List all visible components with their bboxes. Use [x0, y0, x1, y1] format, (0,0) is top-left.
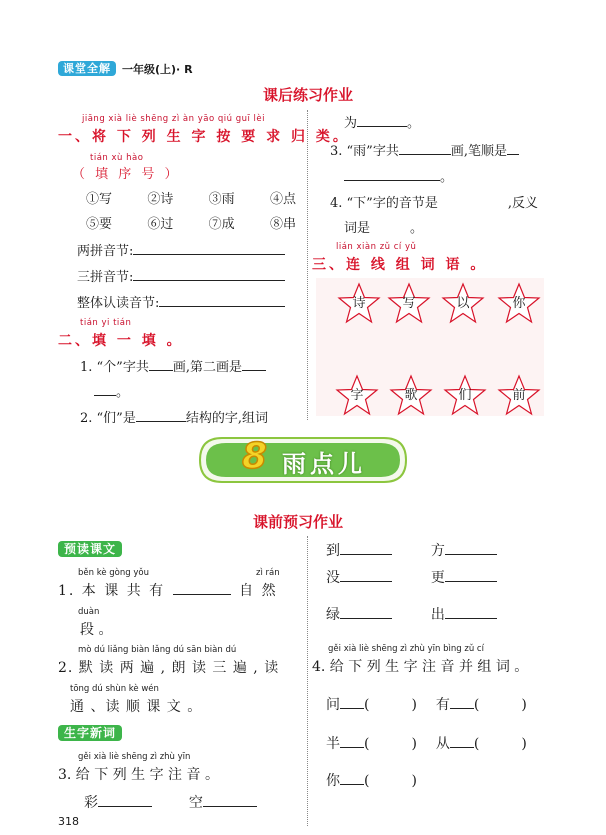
grade-label: 一年级(上)· R — [122, 63, 193, 76]
p1-pinyin-b: zì rán — [256, 568, 280, 578]
q1-category-whole: 整体认读音节: — [77, 292, 285, 311]
q2-item3-cont: 。 — [344, 166, 453, 185]
answer-line[interactable] — [203, 793, 257, 807]
q2-heading: 二、填 一 填 。 — [58, 333, 184, 349]
p4-row3: 你 ( ) — [326, 773, 417, 789]
p2-pinyin: mò dú liǎng biàn lǎng dú sān biàn dú — [78, 645, 237, 655]
p3-pinyin: gěi xià liè shēng zì zhù yīn — [78, 752, 191, 762]
q1-item: ③雨 — [208, 192, 235, 207]
answer-line[interactable] — [340, 568, 392, 582]
q1-item: ②诗 — [147, 192, 174, 207]
q1-sub-heading: （ 填 序 号 ） — [72, 167, 181, 182]
answer-line[interactable] — [445, 568, 497, 582]
q3-pinyin: lián xiàn zǔ cí yǔ — [336, 242, 417, 252]
p3-right-row3: 绿 出 — [326, 604, 497, 624]
answer-line[interactable] — [340, 695, 364, 709]
star-word-tile[interactable]: 诗 — [337, 282, 381, 324]
answer-line[interactable] — [173, 581, 231, 595]
answer-line[interactable] — [340, 771, 364, 785]
brand-badge: 课堂全解 — [58, 60, 116, 76]
q1-item: ⑦成 — [208, 217, 235, 232]
q2-pinyin: tián yi tián — [80, 318, 132, 328]
q1-item: ⑧串 — [269, 217, 296, 232]
answer-line[interactable] — [242, 357, 266, 371]
lesson-banner — [196, 434, 410, 486]
q2-item2-cont: 为 。 — [344, 112, 420, 131]
answer-line[interactable] — [399, 141, 451, 155]
preview-section-title: 课前预习作业 — [253, 513, 344, 531]
q3-heading: 三、连 线 组 词 语 。 — [312, 257, 488, 273]
q2-item1: 1. “个”字共 画,第二画是 — [80, 356, 266, 375]
p3-right-row2: 没 更 — [326, 567, 497, 587]
p2-pinyin-b: tōng dú shùn kè wén — [70, 684, 159, 694]
p1-pinyin: běn kè gòng yǒu — [78, 568, 149, 578]
q1-items-row2 — [86, 213, 296, 232]
p2-text: 2. 默 读 两 遍 , 朗 读 三 遍 , 读 — [58, 660, 280, 676]
answer-line[interactable] — [450, 695, 474, 709]
star-word-tile[interactable]: 们 — [443, 374, 487, 416]
q1-item: ⑤要 — [86, 217, 113, 232]
answer-line[interactable] — [340, 541, 392, 555]
tag-new-words: 生字新词 — [58, 724, 122, 741]
q1-heading: 一、将 下 列 生 字 按 要 求 归 类。 — [58, 129, 350, 145]
page-number: 318 — [58, 815, 79, 828]
answer-line[interactable] — [133, 267, 285, 281]
answer-line[interactable] — [149, 357, 173, 371]
p1-pinyin-c: duàn — [78, 607, 100, 617]
answer-line[interactable] — [340, 605, 392, 619]
q1-item: ④点 — [269, 192, 296, 207]
q1-category-three-pinyin: 三拼音节: — [77, 266, 285, 285]
answer-line[interactable] — [507, 141, 519, 155]
answer-line[interactable] — [450, 734, 474, 748]
column-divider — [307, 110, 308, 420]
star-word-tile[interactable]: 以 — [441, 282, 485, 324]
answer-line[interactable] — [344, 167, 440, 181]
q1-item: ①写 — [86, 192, 113, 207]
q1-items-row1 — [86, 188, 296, 207]
answer-line[interactable] — [159, 293, 285, 307]
q2-item4-cont: 词是 。 — [344, 221, 424, 236]
answer-line[interactable] — [136, 408, 186, 422]
star-word-tile[interactable]: 写 — [387, 282, 431, 324]
q2-item1-cont: 。 — [94, 381, 129, 400]
q2-item3: 3. “雨”字共 画,笔顺是 — [330, 140, 519, 159]
answer-line[interactable] — [133, 241, 285, 255]
q1-category-two-pinyin: 两拼音节: — [77, 240, 285, 259]
p4-text: 4. 给 下 列 生 字 注 音 并 组 词 。 — [312, 659, 529, 675]
star-word-tile[interactable]: 字 — [335, 374, 379, 416]
answer-line[interactable] — [445, 541, 497, 555]
q1-sub-pinyin: tián xù hào — [90, 153, 144, 163]
star-word-tile[interactable]: 歌 — [389, 374, 433, 416]
answer-line[interactable] — [357, 113, 407, 127]
q1-item: ⑥过 — [147, 217, 174, 232]
homework-section-title: 课后练习作业 — [263, 86, 354, 104]
star-word-tile[interactable]: 前 — [497, 374, 541, 416]
star-word-tile[interactable]: 你 — [497, 282, 541, 324]
answer-line[interactable] — [98, 793, 152, 807]
tag-pre-reading: 预读课文 — [58, 540, 122, 557]
p2-text-b: 通 、读 顺 课 文 。 — [70, 699, 203, 715]
p1-text: 1. 本 课 共 有 自 然 — [58, 583, 278, 599]
column-divider — [307, 536, 308, 826]
q2-item2: 2. “们”是 结构的字,组词 — [80, 407, 268, 426]
lesson-number: 8 — [242, 436, 268, 477]
lesson-title: 雨点儿 — [282, 450, 366, 478]
p4-pinyin: gěi xià liè shēng zì zhù yīn bìng zǔ cí — [328, 644, 484, 654]
answer-line[interactable] — [94, 382, 116, 396]
answer-line[interactable] — [445, 605, 497, 619]
p3-right-row1: 到 方 — [326, 540, 497, 560]
p1-text-c: 段 。 — [80, 622, 113, 638]
answer-line[interactable] — [340, 734, 364, 748]
q1-pinyin: jiāng xià liè shēng zì àn yāo qiú guī lèi — [82, 114, 266, 124]
p3-char-row: 彩 空 — [84, 792, 257, 812]
q2-item4: 4. “下”字的音节是 ,反义 — [330, 196, 538, 211]
p4-row1: 问 ( ) 有 ( ) — [326, 697, 527, 713]
p3-text: 3. 给 下 列 生 字 注 音 。 — [58, 767, 219, 783]
p4-row2: 半 ( ) 从 ( ) — [326, 736, 527, 752]
